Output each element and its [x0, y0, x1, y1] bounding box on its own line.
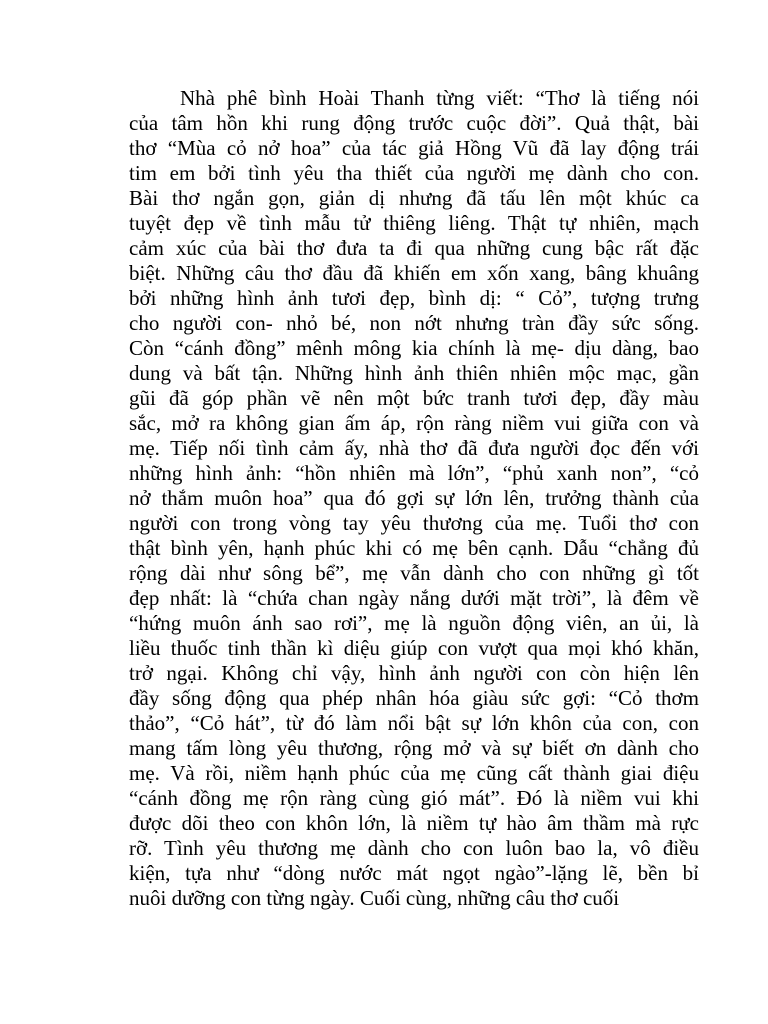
text-line: của tâm hồn khi rung động trước cuộc đời”. Quả thật, bài: [129, 111, 699, 135]
text-line: tuyệt đẹp về tình mẫu tử thiêng liêng. Thật tự nhiên, mạch: [129, 211, 699, 235]
text-line: kiện, tựa như “dòng nước mát ngọt ngào”-lặng lẽ, bền bỉ: [129, 861, 699, 885]
text-line: “hứng muôn ánh sao rơi”, mẹ là nguồn động viên, an ủi, là: [129, 611, 699, 635]
text-line: liều thuốc tinh thần kì diệu giúp con vượt qua mọi khó khăn,: [129, 636, 699, 660]
text-line: thảo”, “Cỏ hát”, từ đó làm nổi bật sự lớn khôn của con, con: [129, 711, 699, 735]
text-line: nở thắm muôn hoa” qua đó gợi sự lớn lên, trưởng thành của: [129, 486, 699, 510]
text-line: Bài thơ ngắn gọn, giản dị nhưng đã tấu lên một khúc ca: [129, 186, 699, 210]
text-line: cho người con- nhỏ bé, non nớt nhưng tràn đầy sức sống.: [129, 311, 699, 335]
text-line: nuôi dưỡng con từng ngày. Cuối cùng, những câu thơ cuối: [129, 886, 620, 910]
text-line: rộng dài như sông bể”, mẹ vẫn dành cho con những gì tốt: [129, 561, 699, 585]
text-line: được dõi theo con khôn lớn, là niềm tự hào âm thầm mà rực: [129, 811, 699, 835]
text-line: bởi những hình ảnh tươi đẹp, bình dị: “ Cỏ”, tượng trưng: [129, 286, 699, 310]
text-line: thật bình yên, hạnh phúc khi có mẹ bên cạnh. Dẫu “chẳng đủ: [129, 536, 699, 560]
text-line: người con trong vòng tay yêu thương của mẹ. Tuổi thơ con: [129, 511, 699, 535]
text-line: “cánh đồng mẹ rộn ràng cùng gió mát”. Đó là niềm vui khi: [129, 786, 699, 810]
text-line: cảm xúc của bài thơ đưa ta đi qua những cung bậc rất đặc: [129, 236, 699, 260]
text-line: tim em bởi tình yêu tha thiết của người mẹ dành cho con.: [129, 161, 699, 185]
text-line: Còn “cánh đồng” mênh mông kia chính là mẹ- dịu dàng, bao: [129, 336, 699, 360]
text-line: thơ “Mùa cỏ nở hoa” của tác giả Hồng Vũ đã lay động trái: [129, 136, 699, 160]
text-line: Nhà phê bình Hoài Thanh từng viết: “Thơ là tiếng nói: [180, 86, 699, 110]
text-line: trở ngại. Không chỉ vậy, hình ảnh người con còn hiện lên: [129, 661, 699, 685]
text-line: dung và bất tận. Những hình ảnh thiên nhiên mộc mạc, gần: [129, 361, 699, 385]
text-line: mẹ. Và rồi, niềm hạnh phúc của mẹ cũng cất thành giai điệu: [129, 761, 699, 785]
text-line: những hình ảnh: “hồn nhiên mà lớn”, “phủ xanh non”, “cỏ: [129, 461, 699, 485]
text-line: đầy sống động qua phép nhân hóa giàu sức gợi: “Cỏ thơm: [129, 686, 699, 710]
text-line: mang tấm lòng yêu thương, rộng mở và sự biết ơn dành cho: [129, 736, 699, 760]
text-line: mẹ. Tiếp nối tình cảm ấy, nhà thơ đã đưa người đọc đến với: [129, 436, 699, 460]
text-line: rỡ. Tình yêu thương mẹ dành cho con luôn bao la, vô điều: [129, 836, 699, 860]
text-line: sắc, mở ra không gian ấm áp, rộn ràng niềm vui giữa con và: [129, 411, 699, 435]
text-line: gũi đã góp phần vẽ nên một bức tranh tươi đẹp, đầy màu: [129, 386, 699, 410]
text-line: đẹp nhất: là “chứa chan ngày nắng dưới mặt trời”, là đêm về: [129, 586, 699, 610]
essay-paragraph: [129, 86, 699, 911]
text-line: biệt. Những câu thơ đầu đã khiến em xốn xang, bâng khuâng: [129, 261, 699, 285]
